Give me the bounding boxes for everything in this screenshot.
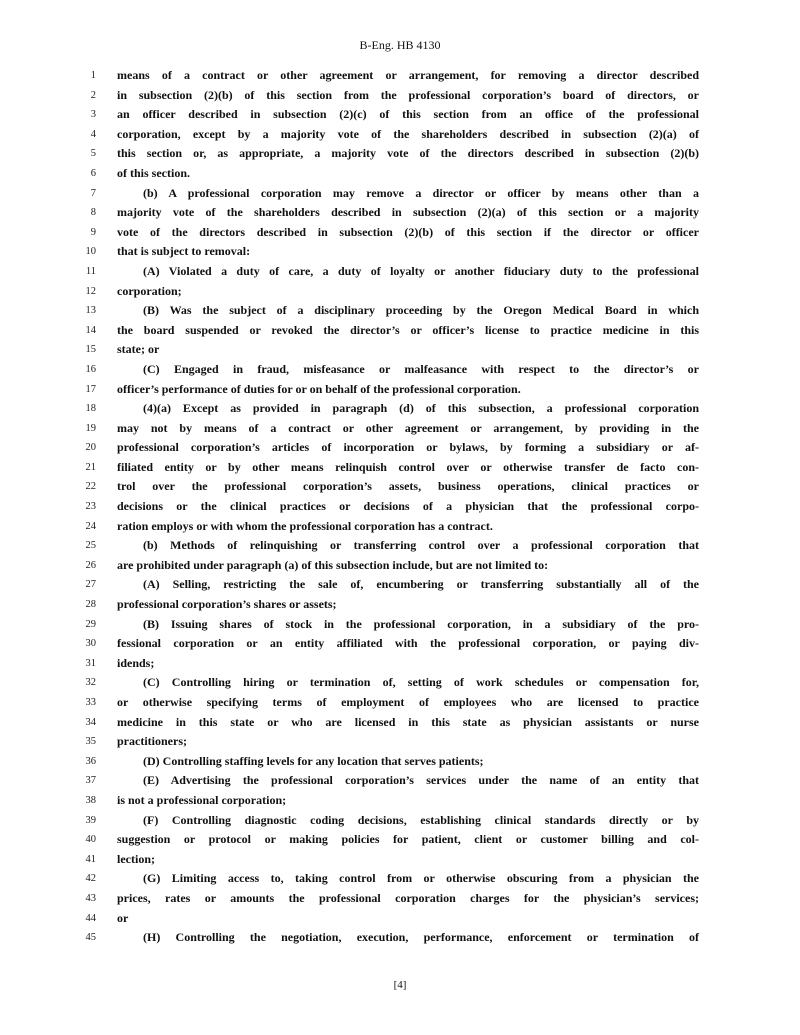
line-number: 10 (85, 246, 96, 258)
text-line (0, 616, 800, 636)
line-text: an officer described in subsection (2)(c) of this section from an office of the professional (117, 107, 699, 122)
line-text: professional corporation’s articles of incorporation or bylaws, by forming a subsidiary or af- (117, 440, 699, 455)
line-number: 28 (85, 599, 96, 611)
line-text: (b) Methods of relinquishing or transferring control over a professional corporation that (143, 538, 699, 553)
line-text: in subsection (2)(b) of this section from the professional corporation’s board of directors, or (117, 87, 699, 102)
line-number: 24 (85, 520, 96, 532)
line-text: that is subject to removal: (117, 244, 251, 259)
line-text: majority vote of the shareholders described in subsection (2)(a) of this section or a majority (117, 205, 699, 220)
line-text: lection; (117, 851, 155, 866)
text-line (0, 537, 800, 557)
line-number: 32 (85, 677, 96, 689)
text-line (0, 322, 800, 342)
line-number: 19 (85, 422, 96, 434)
line-number: 35 (85, 736, 96, 748)
line-number: 33 (85, 697, 96, 708)
line-text: (b) A professional corporation may remove a director or officer by means other than a (143, 185, 699, 200)
line-text: may not by means of a contract or other agreement or arrangement, by providing in the (117, 420, 699, 435)
line-text: medicine in this state or who are licensed in this state as physician assistants or nurse (117, 714, 699, 729)
text-line (0, 714, 800, 734)
line-number: 23 (85, 501, 96, 513)
line-number: 16 (85, 363, 96, 375)
line-text: (D) Controlling staffing levels for any location that serves patients; (143, 753, 484, 768)
line-text: corporation, except by a majority vote of the shareholders described in subsection (2)(a) of (117, 126, 699, 141)
text-line (0, 400, 800, 420)
text-line (0, 106, 800, 126)
line-text: ration employs or with whom the professional corporation has a contract. (117, 518, 493, 533)
line-number: 30 (85, 638, 96, 650)
text-line (0, 302, 800, 322)
line-number: 6 (90, 167, 96, 179)
line-text: or (117, 910, 129, 925)
line-text: vote of the directors described in subsection (2)(b) of this section if the director or officer (117, 224, 699, 239)
line-text: professional corporation’s shares or assets; (117, 597, 337, 612)
line-number: 8 (90, 207, 96, 219)
text-line (0, 478, 800, 498)
text-line (0, 283, 800, 303)
line-number: 9 (90, 226, 96, 238)
line-text: state; or (117, 342, 160, 357)
line-number: 38 (85, 794, 96, 806)
line-number: 44 (85, 912, 96, 924)
line-number: 2 (90, 89, 96, 101)
text-line (0, 812, 800, 832)
text-line (0, 67, 800, 87)
line-number: 43 (85, 892, 96, 904)
line-number: 34 (85, 716, 96, 728)
line-text: this section or, as appropriate, a majority vote of the directors described in subsection (2)(b) (117, 146, 699, 161)
line-text: prices, rates or amounts the professional corporation charges for the physician’s services; (117, 890, 699, 905)
page-header: B-Eng. HB 4130 (359, 38, 441, 52)
line-number: 18 (85, 403, 96, 415)
line-text: (E) Advertising the professional corporation’s services under the name of an entity that (143, 773, 699, 788)
text-line (0, 831, 800, 851)
text-line (0, 792, 800, 812)
line-text: (H) Controlling the negotiation, execution, performance, enforcement or termination of (143, 930, 699, 945)
line-text: are prohibited under paragraph (a) of this subsection include, but are not limited to: (117, 557, 549, 572)
line-text: (C) Engaged in fraud, misfeasance or malfeasance with respect to the director’s or (143, 361, 699, 376)
text-line (0, 439, 800, 459)
text-line (0, 557, 800, 577)
text-line (0, 518, 800, 538)
line-number: 20 (85, 442, 96, 454)
text-line (0, 635, 800, 655)
line-number: 22 (85, 481, 96, 493)
line-number: 45 (85, 932, 96, 944)
line-text: officer’s performance of duties for or on behalf of the professional corporation. (117, 381, 521, 396)
line-text: suggestion or protocol or making policies for patient, client or customer billing and col- (117, 832, 699, 847)
line-text: fessional corporation or an entity affiliated with the professional corporation, or paying div- (117, 636, 699, 651)
line-number: 3 (90, 109, 96, 121)
line-text: (C) Controlling hiring or termination of, setting of work schedules or compensation for, (143, 675, 699, 690)
line-text: or otherwise specifying terms of employment of employees who are licensed to practice (117, 695, 699, 709)
line-number: 40 (85, 834, 96, 846)
text-line (0, 772, 800, 792)
line-text: (A) Violated a duty of care, a duty of loyalty or another fiduciary duty to the professional (143, 263, 699, 278)
line-number: 1 (90, 70, 96, 81)
text-line (0, 655, 800, 675)
line-number: 7 (90, 187, 96, 199)
line-number: 37 (85, 775, 96, 787)
text-line (0, 870, 800, 890)
line-text: corporation; (117, 283, 182, 298)
text-line (0, 145, 800, 165)
line-number: 25 (85, 540, 96, 552)
text-line (0, 185, 800, 205)
text-line (0, 341, 800, 361)
text-line (0, 263, 800, 283)
page-number: [4] (393, 979, 407, 991)
line-number: 12 (85, 285, 96, 297)
text-line (0, 361, 800, 381)
text-line (0, 459, 800, 479)
line-text: means of a contract or other agreement or arrangement, for removing a director described (117, 68, 699, 82)
line-number: 36 (85, 755, 96, 767)
line-number: 29 (85, 618, 96, 630)
line-number: 41 (85, 853, 96, 865)
text-line (0, 694, 800, 714)
line-number: 14 (85, 324, 96, 336)
line-text: the board suspended or revoked the director’s or officer’s license to practice medicine in this (117, 322, 699, 337)
line-text: (F) Controlling diagnostic coding decisions, establishing clinical standards directly or by (143, 812, 699, 827)
text-line (0, 224, 800, 244)
bill-text-body (0, 67, 800, 949)
text-line (0, 674, 800, 694)
text-line (0, 851, 800, 871)
line-text: trol over the professional corporation’s assets, business operations, clinical practices or (117, 479, 699, 494)
line-number: 39 (85, 814, 96, 826)
text-line (0, 733, 800, 753)
line-number: 26 (85, 559, 96, 571)
line-text: idends; (117, 655, 155, 670)
line-text: filiated entity or by other means relinquish control over or otherwise transfer de facto con- (117, 459, 699, 474)
text-line (0, 87, 800, 107)
text-line (0, 498, 800, 518)
text-line (0, 929, 800, 949)
text-line (0, 890, 800, 910)
text-line (0, 243, 800, 263)
line-text: of this section. (117, 165, 190, 180)
text-line (0, 576, 800, 596)
line-number: 17 (85, 383, 96, 395)
line-number: 5 (90, 148, 96, 160)
text-line (0, 204, 800, 224)
line-number: 4 (90, 128, 96, 140)
line-text: (G) Limiting access to, taking control from or otherwise obscuring from a physician the (143, 871, 699, 886)
line-text: is not a professional corporation; (117, 792, 287, 807)
line-number: 15 (85, 344, 96, 356)
line-number: 13 (85, 305, 96, 317)
line-text: (4)(a) Except as provided in paragraph (d) of this subsection, a professional corporation (143, 401, 699, 416)
text-line (0, 753, 800, 773)
line-text: decisions or the clinical practices or decisions of a physician that the professional corpo- (117, 499, 699, 514)
line-number: 27 (85, 579, 96, 591)
text-line (0, 910, 800, 930)
line-text: (B) Issuing shares of stock in the professional corporation, in a subsidiary of the pro- (143, 616, 699, 631)
line-text: (B) Was the subject of a disciplinary proceeding by the Oregon Medical Board in which (143, 303, 699, 318)
line-text: practitioners; (117, 734, 187, 749)
text-line (0, 596, 800, 616)
line-number: 31 (85, 657, 96, 669)
text-line (0, 381, 800, 401)
text-line (0, 420, 800, 440)
text-line (0, 165, 800, 185)
line-number: 11 (85, 265, 96, 277)
line-text: (A) Selling, restricting the sale of, encumbering or transferring substantially all of the (143, 577, 699, 592)
line-number: 42 (85, 873, 96, 885)
line-number: 21 (85, 461, 96, 473)
text-line (0, 126, 800, 146)
